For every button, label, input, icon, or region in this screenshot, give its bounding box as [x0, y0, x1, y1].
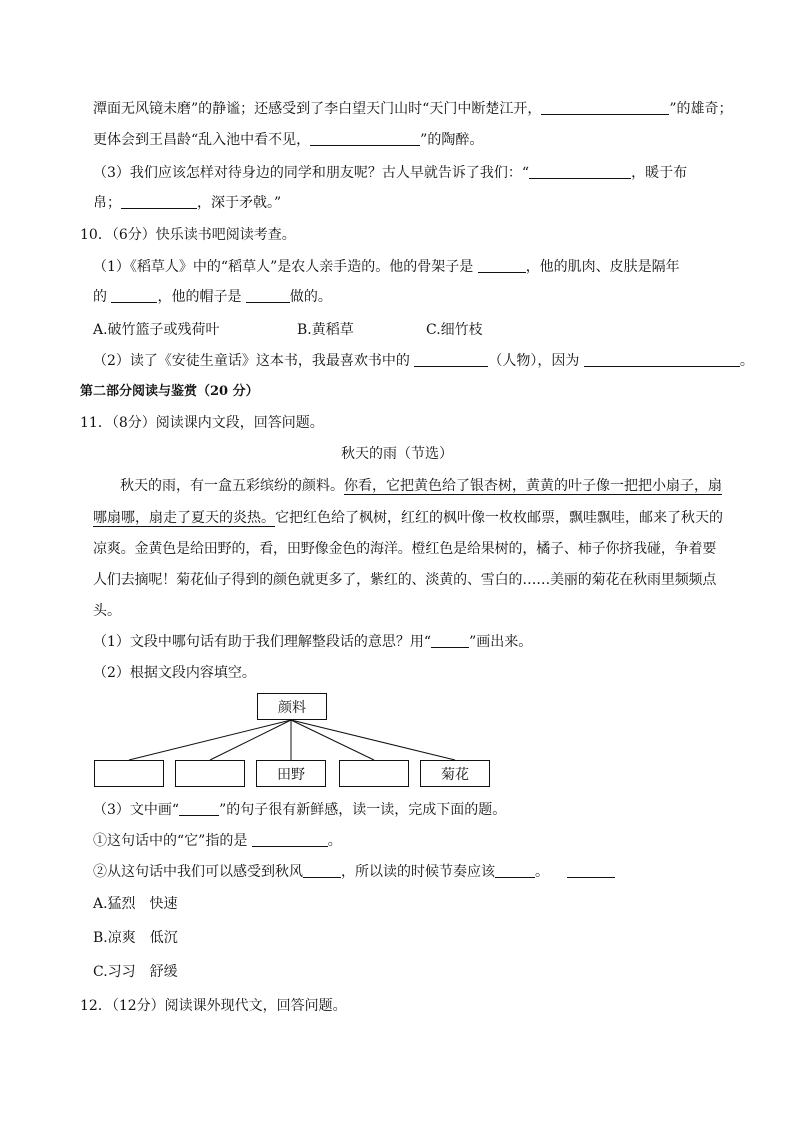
passage-line-3: 凉爽。金黄色是给田野的，看，田野像金色的海洋。橙红色是给果树的，橘子、柿子你挤我碰，争着要: [93, 541, 717, 557]
q12-heading: 12．（12分）阅读课外现代文，回答问题。: [80, 998, 347, 1014]
answer-blank[interactable]: [567, 863, 615, 878]
q10-option-a[interactable]: A.破竹篮子或残荷叶: [93, 322, 220, 338]
passage-title: 秋天的雨（节选）: [341, 446, 453, 462]
answer-blank[interactable]: [303, 863, 341, 878]
q11-heading: 11．（8分）阅读课内文段，回答问题。: [80, 415, 324, 431]
diagram-root-box: 颜料: [257, 693, 327, 720]
diagram-leaf-box-2[interactable]: [175, 760, 245, 787]
q11-sub3-item-2: ②从这句话中我们可以感受到秋风 ，所以读的时候节奏应该 。: [93, 862, 615, 882]
q10-sub1-line-2: 的 ，他的帽子是 做的。: [93, 289, 332, 305]
passage-line-1: 秋天的雨，有一盒五彩缤纷的颜料。你看，它把黄色给了银杏树，黄黄的叶子像一把把小扇子，扇: [120, 478, 722, 494]
q9-sub3-line-2: 帛； ，深于矛戟。”: [93, 195, 282, 211]
q11-sub1: （1）文段中哪句话有助于我们理解整段话的意思？用“ ”画出来。: [93, 634, 533, 650]
q11-choice-b[interactable]: B.凉爽 低沉: [93, 930, 178, 946]
underline-mark: [179, 801, 219, 816]
q9-line-1: 潭面无风镜未磨”的静谧；还感受到了李白望天门山时“天门中断楚江开， ”的雄奇；: [93, 101, 733, 117]
underlined-sentence: 你看，它把黄色给了银杏树，黄黄的叶子像一把把小扇子，扇: [344, 478, 722, 494]
answer-blank[interactable]: [495, 863, 535, 878]
connector-line: [291, 720, 374, 760]
q10-option-c[interactable]: C.细竹枝: [426, 322, 483, 338]
passage-line-5: 头。: [93, 603, 121, 619]
diagram-leaf-box-5: 菊花: [420, 760, 490, 787]
q10-heading: 10．（6分）快乐读书吧阅读考查。: [80, 227, 296, 243]
diagram-leaf-box-4[interactable]: [339, 760, 409, 787]
q10-option-b[interactable]: B.黄稻草: [297, 322, 354, 338]
part-2-title: 第二部分阅读与鉴赏（20 分）: [80, 384, 259, 399]
connector-line: [129, 720, 291, 760]
passage-line-4: 人们去摘呢！菊花仙子得到的颜色就更多了，紫红的、淡黄的、雪白的……美丽的菊花在秋雨里频频点: [93, 572, 717, 588]
underlined-sentence: 哪扇哪，扇走了夏天的炎热。: [93, 510, 275, 526]
connector-line: [210, 720, 291, 760]
q9-line-2: 更体会到王昌龄“乱入池中看不见， ”的陶醉。: [93, 132, 484, 148]
q10-sub1-line-1: （1）《稻草人》中的“稻草人”是农人亲手造的。他的骨架子是 ，他的肌肉、皮肤是隔年: [93, 259, 680, 275]
q11-sub2: （2）根据文段内容填空。: [93, 665, 256, 681]
connector-line: [291, 720, 455, 760]
q11-sub3: （3）文中画“ ”的句子很有新鲜感，读一读，完成下面的题。: [93, 802, 507, 818]
q11-sub3-item-1: ①这句话中的“它”指的是 。: [93, 833, 342, 849]
answer-blank[interactable]: [252, 832, 328, 847]
q9-sub3-line-1: （3）我们应该怎样对待身边的同学和朋友呢？古人早就告诉了我们：“ ，暖于布: [93, 165, 688, 181]
diagram-leaf-box-1[interactable]: [94, 760, 164, 787]
q11-choice-c[interactable]: C.习习 舒缓: [93, 964, 178, 980]
q11-choice-a[interactable]: A.猛烈 快速: [93, 896, 178, 912]
q10-sub2-line: （2）读了《安徒生童话》这本书，我最喜欢书中的 （人物），因为 。: [93, 353, 754, 369]
passage-line-2: 哪扇哪，扇走了夏天的炎热。它把红色给了枫树，红红的枫叶像一枚枚邮票，飘哇飘哇，邮来了秋天的: [93, 510, 723, 526]
diagram-leaf-box-3: 田野: [256, 760, 326, 787]
